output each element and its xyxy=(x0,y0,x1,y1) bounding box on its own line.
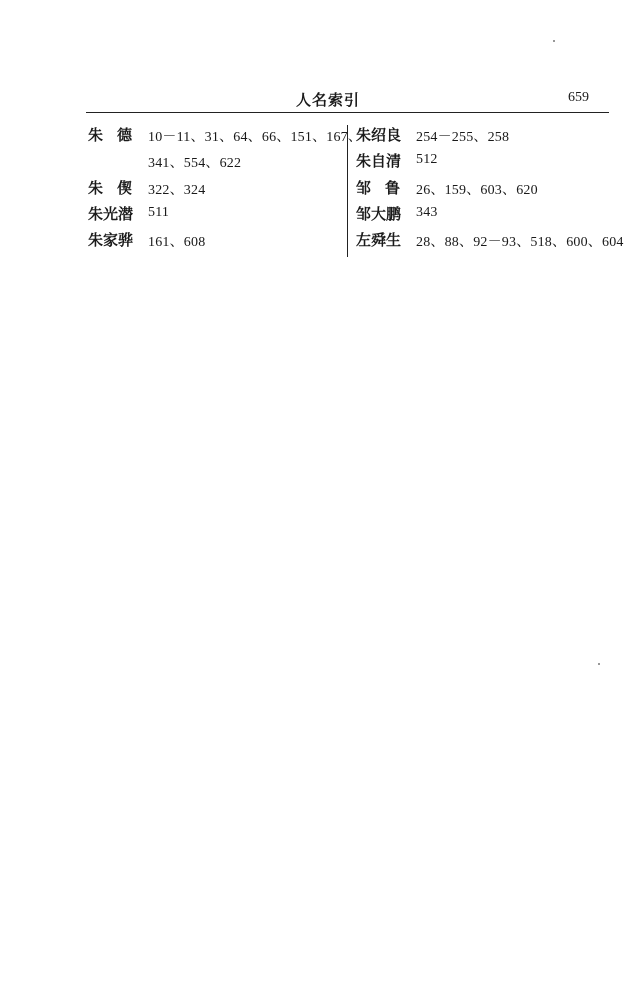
entry-pages: 322、324 xyxy=(148,183,206,198)
entry-pages: 254－255、258 xyxy=(416,130,510,145)
entry-pages-continued: 341、554、622 xyxy=(148,156,242,171)
entry-pages: 343 xyxy=(416,205,438,220)
column-divider xyxy=(347,125,348,257)
entry-pages: 10－11、31、64、66、151、167、 xyxy=(148,130,363,145)
entry-pages: 28、88、92－93、518、600、604 xyxy=(416,235,624,250)
header-divider xyxy=(86,112,609,113)
scan-speck xyxy=(598,663,600,665)
entry-pages: 512 xyxy=(416,152,438,167)
entry-pages: 511 xyxy=(148,205,170,220)
entry-pages: 161、608 xyxy=(148,235,206,250)
entry-name: 朱家骅 xyxy=(88,231,134,249)
entry-name: 朱自清 xyxy=(356,152,402,170)
entry-name: 朱偰 xyxy=(88,179,147,197)
entry-name: 左舜生 xyxy=(356,231,402,249)
entry-name: 朱德 xyxy=(88,126,147,144)
page-number: 659 xyxy=(568,90,589,105)
entry-name: 邹大鹏 xyxy=(356,205,402,223)
entry-name: 朱光潜 xyxy=(88,205,134,223)
scan-speck xyxy=(553,40,555,42)
page-title: 人名索引 xyxy=(296,91,361,109)
entry-pages: 26、159、603、620 xyxy=(416,183,538,198)
entry-name: 朱绍良 xyxy=(356,126,402,144)
entry-name: 邹鲁 xyxy=(356,179,415,197)
